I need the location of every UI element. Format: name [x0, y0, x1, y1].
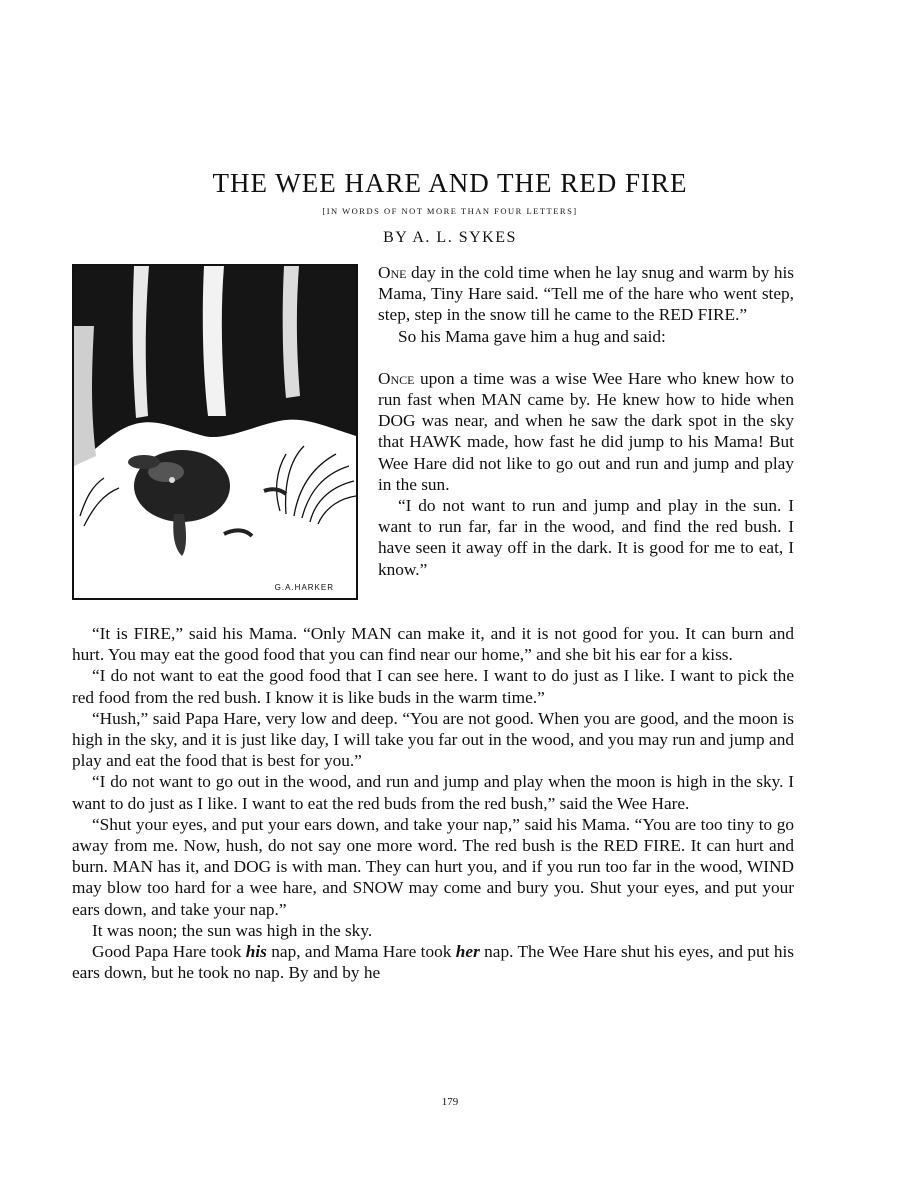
drop-word: Once — [378, 368, 415, 388]
hare-illustration — [72, 264, 358, 600]
page-number: 179 — [441, 1096, 459, 1108]
full-width-text — [72, 623, 794, 983]
paragraph-6: “I do not want to eat the good food that I can see here. I want to do just as I like. I want to pick the red food from the red bush. I know it is like buds in the warm time.” — [72, 666, 794, 707]
illustration-signature: G.A.HARKER — [274, 583, 334, 592]
paragraph-11: Good Papa Hare took his nap, and Mama Hare took her nap. The Wee Hare shut his eyes, and put his ears down, but he took no nap. By and by he — [72, 942, 795, 983]
story-subtitle: [IN WORDS OF NOT MORE THAN FOUR LETTERS] — [322, 206, 578, 216]
paragraph-2: So his Mama gave him a hug and said: — [398, 326, 666, 346]
paragraph-5: “It is FIRE,” said his Mama. “Only MAN can make it, and it is not good for you. It can burn and hurt. You may eat the good food that you can find near our home,” and she bit his ear for a kiss. — [72, 624, 794, 665]
paragraph-8: “I do not want to go out in the wood, and run and jump and play when the moon is high in the sky. I want to do just as I like. I want to eat the red buds from the red bush,” said the Wee Hare. — [72, 772, 794, 813]
emphasis-her: her — [455, 942, 480, 962]
right-column — [378, 262, 794, 580]
drop-word: One — [378, 263, 407, 282]
byline: BY A. L. SYKES — [383, 229, 517, 246]
paragraph-10: It was noon; the sun was high in the sky. — [92, 920, 373, 940]
paragraph-4: “I do not want to run and jump and play in the sun. I want to run far, far in the wood, and find the red bush. I have seen it away off in the dark. It is good for me to eat, I know.” — [378, 496, 794, 579]
paragraph-9: “Shut your eyes, and put your ears down, and take your nap,” said his Mama. “You are too tiny to go away from me. Now, hush, do not say one more word. The red bush is the RED FIRE. It can hurt and burn. MAN has it, and DOG is with man. They can hurt you, and if you run too far in the wood, WIND may blow too hard for a wee hare, and SNOW may come and bury you. Shut your eyes, and put your ears down, and take your nap.” — [72, 814, 794, 919]
story-title: THE WEE HARE AND THE RED FIRE — [212, 168, 688, 198]
emphasis-his: his — [245, 942, 267, 962]
paragraph-7: “Hush,” said Papa Hare, very low and deep. “You are not good. When you are good, and the moon is high in the sky, and it is just like day, I will take you far out in the wood, and you may run and jump and play and eat the food that is best for you.” — [72, 708, 794, 771]
paragraph-1: One day in the cold time when he lay snug and warm by his Mama, Tiny Hare said. “Tell me of the hare who went step, step, step in the snow till he came to the RED FIRE.” — [378, 263, 794, 325]
hare-in-snow-image — [74, 266, 356, 598]
paragraph-3: Once upon a time was a wise Wee Hare who knew how to run fast when MAN came by. He knew how to hide when DOG was near, and when he saw the dark spot in the sky that HAWK made, how fast he did jump to his Mama! But Wee Hare did not like to go out and run and jump and play in the sun. — [378, 368, 794, 494]
